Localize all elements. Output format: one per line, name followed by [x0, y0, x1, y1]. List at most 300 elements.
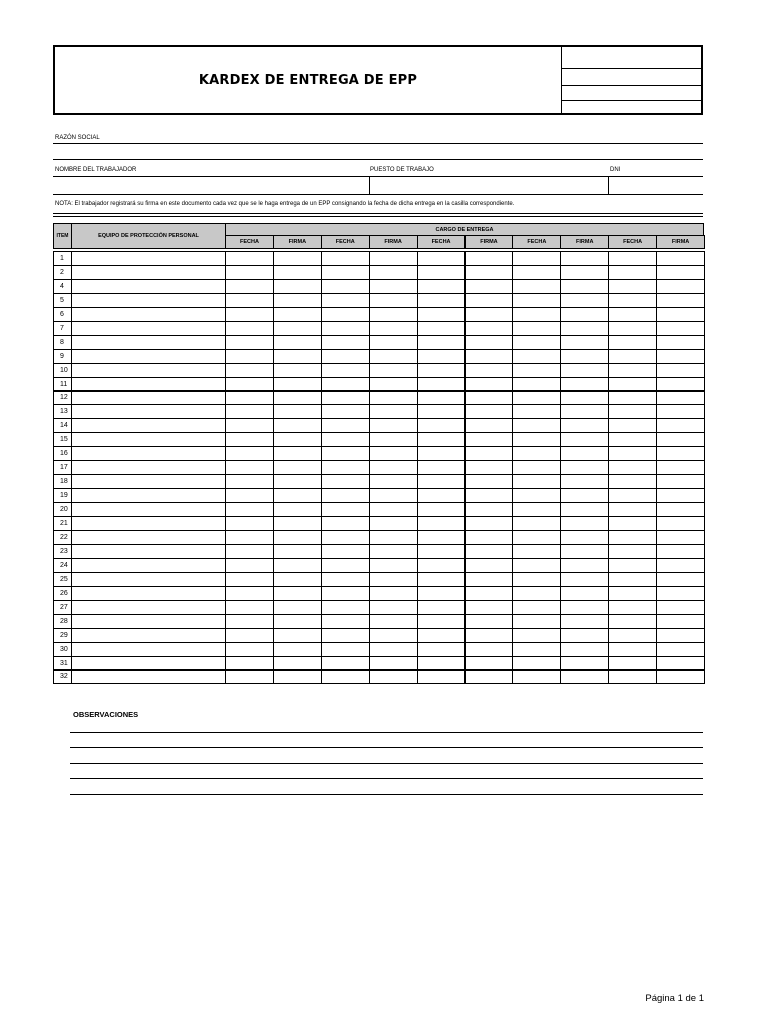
firma-cell[interactable] — [560, 670, 609, 685]
firma-cell[interactable] — [369, 404, 418, 419]
fecha-cell[interactable] — [512, 670, 561, 685]
firma-cell[interactable] — [465, 656, 514, 671]
fecha-cell[interactable] — [608, 293, 657, 308]
equipo-cell[interactable] — [71, 600, 226, 615]
fecha-cell[interactable] — [321, 363, 370, 378]
fecha-cell[interactable] — [417, 502, 466, 517]
fecha-cell[interactable] — [225, 642, 274, 657]
equipo-cell[interactable] — [71, 391, 226, 406]
fecha-cell[interactable] — [321, 349, 370, 364]
fecha-cell[interactable] — [321, 558, 370, 573]
equipo-cell[interactable] — [71, 474, 226, 489]
fecha-cell[interactable] — [321, 642, 370, 657]
firma-cell[interactable] — [560, 321, 609, 336]
firma-cell[interactable] — [465, 349, 514, 364]
fecha-cell[interactable] — [417, 363, 466, 378]
fecha-cell[interactable] — [512, 279, 561, 294]
firma-cell[interactable] — [656, 572, 705, 587]
fecha-cell[interactable] — [225, 614, 274, 629]
firma-cell[interactable] — [369, 656, 418, 671]
equipo-cell[interactable] — [71, 335, 226, 350]
firma-cell[interactable] — [273, 404, 322, 419]
fecha-cell[interactable] — [417, 349, 466, 364]
fecha-cell[interactable] — [321, 293, 370, 308]
fecha-cell[interactable] — [321, 586, 370, 601]
firma-cell[interactable] — [465, 307, 514, 322]
equipo-cell[interactable] — [71, 251, 226, 266]
firma-cell[interactable] — [465, 558, 514, 573]
fecha-cell[interactable] — [417, 572, 466, 587]
fecha-cell[interactable] — [512, 293, 561, 308]
firma-cell[interactable] — [369, 377, 418, 392]
fecha-cell[interactable] — [608, 446, 657, 461]
fecha-cell[interactable] — [608, 377, 657, 392]
firma-cell[interactable] — [369, 572, 418, 587]
fecha-cell[interactable] — [225, 363, 274, 378]
fecha-cell[interactable] — [417, 377, 466, 392]
equipo-cell[interactable] — [71, 586, 226, 601]
firma-cell[interactable] — [465, 377, 514, 392]
fecha-cell[interactable] — [225, 349, 274, 364]
fecha-cell[interactable] — [512, 628, 561, 643]
firma-cell[interactable] — [560, 391, 609, 406]
firma-cell[interactable] — [369, 474, 418, 489]
firma-cell[interactable] — [465, 544, 514, 559]
firma-cell[interactable] — [656, 363, 705, 378]
fecha-cell[interactable] — [321, 600, 370, 615]
fecha-cell[interactable] — [225, 251, 274, 266]
firma-cell[interactable] — [465, 251, 514, 266]
fecha-cell[interactable] — [608, 502, 657, 517]
fecha-cell[interactable] — [225, 488, 274, 503]
firma-cell[interactable] — [273, 293, 322, 308]
firma-cell[interactable] — [465, 670, 514, 685]
firma-cell[interactable] — [560, 530, 609, 545]
fecha-cell[interactable] — [608, 432, 657, 447]
firma-cell[interactable] — [465, 488, 514, 503]
fecha-cell[interactable] — [417, 600, 466, 615]
firma-cell[interactable] — [656, 432, 705, 447]
fecha-cell[interactable] — [225, 391, 274, 406]
equipo-cell[interactable] — [71, 516, 226, 531]
fecha-cell[interactable] — [321, 572, 370, 587]
fecha-cell[interactable] — [512, 251, 561, 266]
fecha-cell[interactable] — [417, 321, 466, 336]
fecha-cell[interactable] — [417, 251, 466, 266]
firma-cell[interactable] — [273, 516, 322, 531]
equipo-cell[interactable] — [71, 432, 226, 447]
fecha-cell[interactable] — [417, 586, 466, 601]
fecha-cell[interactable] — [608, 460, 657, 475]
firma-cell[interactable] — [273, 642, 322, 657]
firma-cell[interactable] — [273, 418, 322, 433]
fecha-cell[interactable] — [417, 265, 466, 280]
firma-cell[interactable] — [465, 265, 514, 280]
fecha-cell[interactable] — [512, 502, 561, 517]
equipo-cell[interactable] — [71, 349, 226, 364]
fecha-cell[interactable] — [321, 460, 370, 475]
firma-cell[interactable] — [560, 502, 609, 517]
firma-cell[interactable] — [465, 321, 514, 336]
observaciones-line[interactable] — [70, 778, 703, 779]
firma-cell[interactable] — [369, 265, 418, 280]
fecha-cell[interactable] — [417, 670, 466, 685]
firma-cell[interactable] — [369, 642, 418, 657]
firma-cell[interactable] — [465, 600, 514, 615]
fecha-cell[interactable] — [512, 572, 561, 587]
firma-cell[interactable] — [273, 307, 322, 322]
fecha-cell[interactable] — [417, 516, 466, 531]
fecha-cell[interactable] — [608, 600, 657, 615]
fecha-cell[interactable] — [225, 474, 274, 489]
fecha-cell[interactable] — [512, 656, 561, 671]
firma-cell[interactable] — [656, 418, 705, 433]
fecha-cell[interactable] — [512, 349, 561, 364]
fecha-cell[interactable] — [321, 418, 370, 433]
equipo-cell[interactable] — [71, 642, 226, 657]
firma-cell[interactable] — [273, 446, 322, 461]
fecha-cell[interactable] — [608, 656, 657, 671]
firma-cell[interactable] — [560, 404, 609, 419]
fecha-cell[interactable] — [608, 530, 657, 545]
fecha-cell[interactable] — [417, 656, 466, 671]
firma-cell[interactable] — [656, 404, 705, 419]
fecha-cell[interactable] — [321, 614, 370, 629]
fecha-cell[interactable] — [608, 488, 657, 503]
fecha-cell[interactable] — [608, 614, 657, 629]
firma-cell[interactable] — [465, 614, 514, 629]
fecha-cell[interactable] — [417, 293, 466, 308]
firma-cell[interactable] — [656, 293, 705, 308]
fecha-cell[interactable] — [321, 530, 370, 545]
fecha-cell[interactable] — [512, 418, 561, 433]
firma-cell[interactable] — [369, 600, 418, 615]
firma-cell[interactable] — [369, 363, 418, 378]
firma-cell[interactable] — [465, 628, 514, 643]
firma-cell[interactable] — [656, 307, 705, 322]
firma-cell[interactable] — [273, 321, 322, 336]
firma-cell[interactable] — [465, 516, 514, 531]
firma-cell[interactable] — [656, 279, 705, 294]
firma-cell[interactable] — [273, 614, 322, 629]
firma-cell[interactable] — [560, 265, 609, 280]
fecha-cell[interactable] — [321, 432, 370, 447]
equipo-cell[interactable] — [71, 502, 226, 517]
firma-cell[interactable] — [465, 293, 514, 308]
firma-cell[interactable] — [273, 530, 322, 545]
equipo-cell[interactable] — [71, 293, 226, 308]
firma-cell[interactable] — [560, 307, 609, 322]
firma-cell[interactable] — [465, 391, 514, 406]
firma-cell[interactable] — [273, 432, 322, 447]
fecha-cell[interactable] — [608, 558, 657, 573]
firma-cell[interactable] — [273, 656, 322, 671]
firma-cell[interactable] — [656, 656, 705, 671]
firma-cell[interactable] — [273, 474, 322, 489]
fecha-cell[interactable] — [225, 265, 274, 280]
fecha-cell[interactable] — [512, 600, 561, 615]
fecha-cell[interactable] — [321, 307, 370, 322]
firma-cell[interactable] — [369, 418, 418, 433]
fecha-cell[interactable] — [417, 307, 466, 322]
firma-cell[interactable] — [369, 349, 418, 364]
fecha-cell[interactable] — [225, 377, 274, 392]
firma-cell[interactable] — [273, 544, 322, 559]
firma-cell[interactable] — [656, 670, 705, 685]
fecha-cell[interactable] — [608, 544, 657, 559]
firma-cell[interactable] — [273, 586, 322, 601]
fecha-cell[interactable] — [225, 321, 274, 336]
fecha-cell[interactable] — [321, 321, 370, 336]
fecha-cell[interactable] — [417, 446, 466, 461]
fecha-cell[interactable] — [512, 516, 561, 531]
fecha-cell[interactable] — [512, 474, 561, 489]
fecha-cell[interactable] — [225, 279, 274, 294]
firma-cell[interactable] — [656, 335, 705, 350]
equipo-cell[interactable] — [71, 656, 226, 671]
fecha-cell[interactable] — [321, 544, 370, 559]
fecha-cell[interactable] — [225, 600, 274, 615]
fecha-cell[interactable] — [225, 335, 274, 350]
fecha-cell[interactable] — [417, 628, 466, 643]
firma-cell[interactable] — [560, 363, 609, 378]
fecha-cell[interactable] — [512, 544, 561, 559]
firma-cell[interactable] — [560, 558, 609, 573]
equipo-cell[interactable] — [71, 279, 226, 294]
fecha-cell[interactable] — [512, 307, 561, 322]
firma-cell[interactable] — [656, 474, 705, 489]
firma-cell[interactable] — [560, 335, 609, 350]
observaciones-line[interactable] — [70, 732, 703, 733]
fecha-cell[interactable] — [417, 544, 466, 559]
firma-cell[interactable] — [560, 446, 609, 461]
fecha-cell[interactable] — [417, 488, 466, 503]
equipo-cell[interactable] — [71, 488, 226, 503]
firma-cell[interactable] — [273, 363, 322, 378]
firma-cell[interactable] — [656, 544, 705, 559]
fecha-cell[interactable] — [608, 265, 657, 280]
fecha-cell[interactable] — [321, 446, 370, 461]
firma-cell[interactable] — [465, 530, 514, 545]
firma-cell[interactable] — [273, 279, 322, 294]
firma-cell[interactable] — [273, 460, 322, 475]
fecha-cell[interactable] — [321, 488, 370, 503]
fecha-cell[interactable] — [608, 586, 657, 601]
firma-cell[interactable] — [560, 642, 609, 657]
fecha-cell[interactable] — [512, 614, 561, 629]
fecha-cell[interactable] — [321, 377, 370, 392]
fecha-cell[interactable] — [321, 670, 370, 685]
firma-cell[interactable] — [656, 628, 705, 643]
fecha-cell[interactable] — [321, 251, 370, 266]
fecha-cell[interactable] — [608, 363, 657, 378]
fecha-cell[interactable] — [417, 558, 466, 573]
firma-cell[interactable] — [369, 670, 418, 685]
fecha-cell[interactable] — [608, 391, 657, 406]
firma-cell[interactable] — [656, 614, 705, 629]
fecha-cell[interactable] — [225, 544, 274, 559]
firma-cell[interactable] — [369, 586, 418, 601]
equipo-cell[interactable] — [71, 572, 226, 587]
firma-cell[interactable] — [369, 530, 418, 545]
firma-cell[interactable] — [560, 349, 609, 364]
firma-cell[interactable] — [465, 418, 514, 433]
fecha-cell[interactable] — [608, 321, 657, 336]
firma-cell[interactable] — [465, 446, 514, 461]
firma-cell[interactable] — [560, 544, 609, 559]
fecha-cell[interactable] — [321, 279, 370, 294]
fecha-cell[interactable] — [512, 530, 561, 545]
fecha-cell[interactable] — [608, 335, 657, 350]
fecha-cell[interactable] — [512, 586, 561, 601]
firma-cell[interactable] — [560, 656, 609, 671]
fecha-cell[interactable] — [417, 530, 466, 545]
firma-cell[interactable] — [369, 628, 418, 643]
equipo-cell[interactable] — [71, 614, 226, 629]
fecha-cell[interactable] — [321, 391, 370, 406]
fecha-cell[interactable] — [512, 446, 561, 461]
fecha-cell[interactable] — [225, 586, 274, 601]
firma-cell[interactable] — [560, 572, 609, 587]
firma-cell[interactable] — [369, 293, 418, 308]
firma-cell[interactable] — [560, 460, 609, 475]
firma-cell[interactable] — [369, 488, 418, 503]
firma-cell[interactable] — [465, 460, 514, 475]
firma-cell[interactable] — [369, 558, 418, 573]
equipo-cell[interactable] — [71, 558, 226, 573]
equipo-cell[interactable] — [71, 377, 226, 392]
firma-cell[interactable] — [656, 349, 705, 364]
firma-cell[interactable] — [656, 530, 705, 545]
firma-cell[interactable] — [369, 544, 418, 559]
fecha-cell[interactable] — [512, 377, 561, 392]
firma-cell[interactable] — [369, 321, 418, 336]
firma-cell[interactable] — [369, 279, 418, 294]
fecha-cell[interactable] — [225, 307, 274, 322]
firma-cell[interactable] — [273, 251, 322, 266]
fecha-cell[interactable] — [608, 474, 657, 489]
equipo-cell[interactable] — [71, 530, 226, 545]
fecha-cell[interactable] — [321, 404, 370, 419]
firma-cell[interactable] — [465, 474, 514, 489]
firma-cell[interactable] — [560, 474, 609, 489]
firma-cell[interactable] — [465, 335, 514, 350]
fecha-cell[interactable] — [608, 279, 657, 294]
firma-cell[interactable] — [273, 572, 322, 587]
observaciones-line[interactable] — [70, 747, 703, 748]
firma-cell[interactable] — [656, 321, 705, 336]
fecha-cell[interactable] — [608, 628, 657, 643]
fecha-cell[interactable] — [321, 628, 370, 643]
fecha-cell[interactable] — [608, 572, 657, 587]
fecha-cell[interactable] — [417, 460, 466, 475]
firma-cell[interactable] — [560, 377, 609, 392]
fecha-cell[interactable] — [417, 432, 466, 447]
firma-cell[interactable] — [656, 265, 705, 280]
fecha-cell[interactable] — [225, 516, 274, 531]
firma-cell[interactable] — [273, 349, 322, 364]
fecha-cell[interactable] — [608, 404, 657, 419]
fecha-cell[interactable] — [512, 432, 561, 447]
equipo-cell[interactable] — [71, 446, 226, 461]
fecha-cell[interactable] — [321, 474, 370, 489]
firma-cell[interactable] — [656, 642, 705, 657]
firma-cell[interactable] — [273, 488, 322, 503]
fecha-cell[interactable] — [512, 460, 561, 475]
fecha-cell[interactable] — [321, 265, 370, 280]
firma-cell[interactable] — [369, 446, 418, 461]
firma-cell[interactable] — [369, 502, 418, 517]
equipo-cell[interactable] — [71, 321, 226, 336]
firma-cell[interactable] — [560, 614, 609, 629]
firma-cell[interactable] — [560, 418, 609, 433]
firma-cell[interactable] — [560, 516, 609, 531]
firma-cell[interactable] — [369, 460, 418, 475]
fecha-cell[interactable] — [321, 656, 370, 671]
fecha-cell[interactable] — [417, 474, 466, 489]
equipo-cell[interactable] — [71, 307, 226, 322]
fecha-cell[interactable] — [417, 335, 466, 350]
firma-cell[interactable] — [273, 265, 322, 280]
fecha-cell[interactable] — [608, 516, 657, 531]
fecha-cell[interactable] — [512, 558, 561, 573]
firma-cell[interactable] — [273, 335, 322, 350]
fecha-cell[interactable] — [417, 391, 466, 406]
firma-cell[interactable] — [369, 307, 418, 322]
fecha-cell[interactable] — [225, 418, 274, 433]
firma-cell[interactable] — [656, 446, 705, 461]
fecha-cell[interactable] — [225, 432, 274, 447]
fecha-cell[interactable] — [608, 251, 657, 266]
fecha-cell[interactable] — [225, 558, 274, 573]
firma-cell[interactable] — [656, 558, 705, 573]
fecha-cell[interactable] — [225, 628, 274, 643]
firma-cell[interactable] — [465, 502, 514, 517]
fecha-cell[interactable] — [225, 293, 274, 308]
equipo-cell[interactable] — [71, 544, 226, 559]
firma-cell[interactable] — [273, 391, 322, 406]
firma-cell[interactable] — [465, 404, 514, 419]
firma-cell[interactable] — [656, 600, 705, 615]
equipo-cell[interactable] — [71, 265, 226, 280]
fecha-cell[interactable] — [225, 460, 274, 475]
firma-cell[interactable] — [465, 572, 514, 587]
fecha-cell[interactable] — [417, 279, 466, 294]
fecha-cell[interactable] — [417, 642, 466, 657]
fecha-cell[interactable] — [225, 502, 274, 517]
fecha-cell[interactable] — [608, 418, 657, 433]
razon-social-line[interactable] — [53, 143, 703, 144]
firma-cell[interactable] — [369, 251, 418, 266]
firma-cell[interactable] — [465, 642, 514, 657]
firma-cell[interactable] — [560, 628, 609, 643]
equipo-cell[interactable] — [71, 628, 226, 643]
fecha-cell[interactable] — [225, 530, 274, 545]
fecha-cell[interactable] — [512, 363, 561, 378]
firma-cell[interactable] — [273, 600, 322, 615]
fecha-cell[interactable] — [225, 670, 274, 685]
firma-cell[interactable] — [656, 516, 705, 531]
firma-cell[interactable] — [656, 488, 705, 503]
firma-cell[interactable] — [560, 293, 609, 308]
equipo-cell[interactable] — [71, 418, 226, 433]
fecha-cell[interactable] — [512, 265, 561, 280]
firma-cell[interactable] — [560, 251, 609, 266]
fecha-cell[interactable] — [512, 488, 561, 503]
observaciones-line[interactable] — [70, 794, 703, 795]
firma-cell[interactable] — [273, 628, 322, 643]
firma-cell[interactable] — [273, 377, 322, 392]
